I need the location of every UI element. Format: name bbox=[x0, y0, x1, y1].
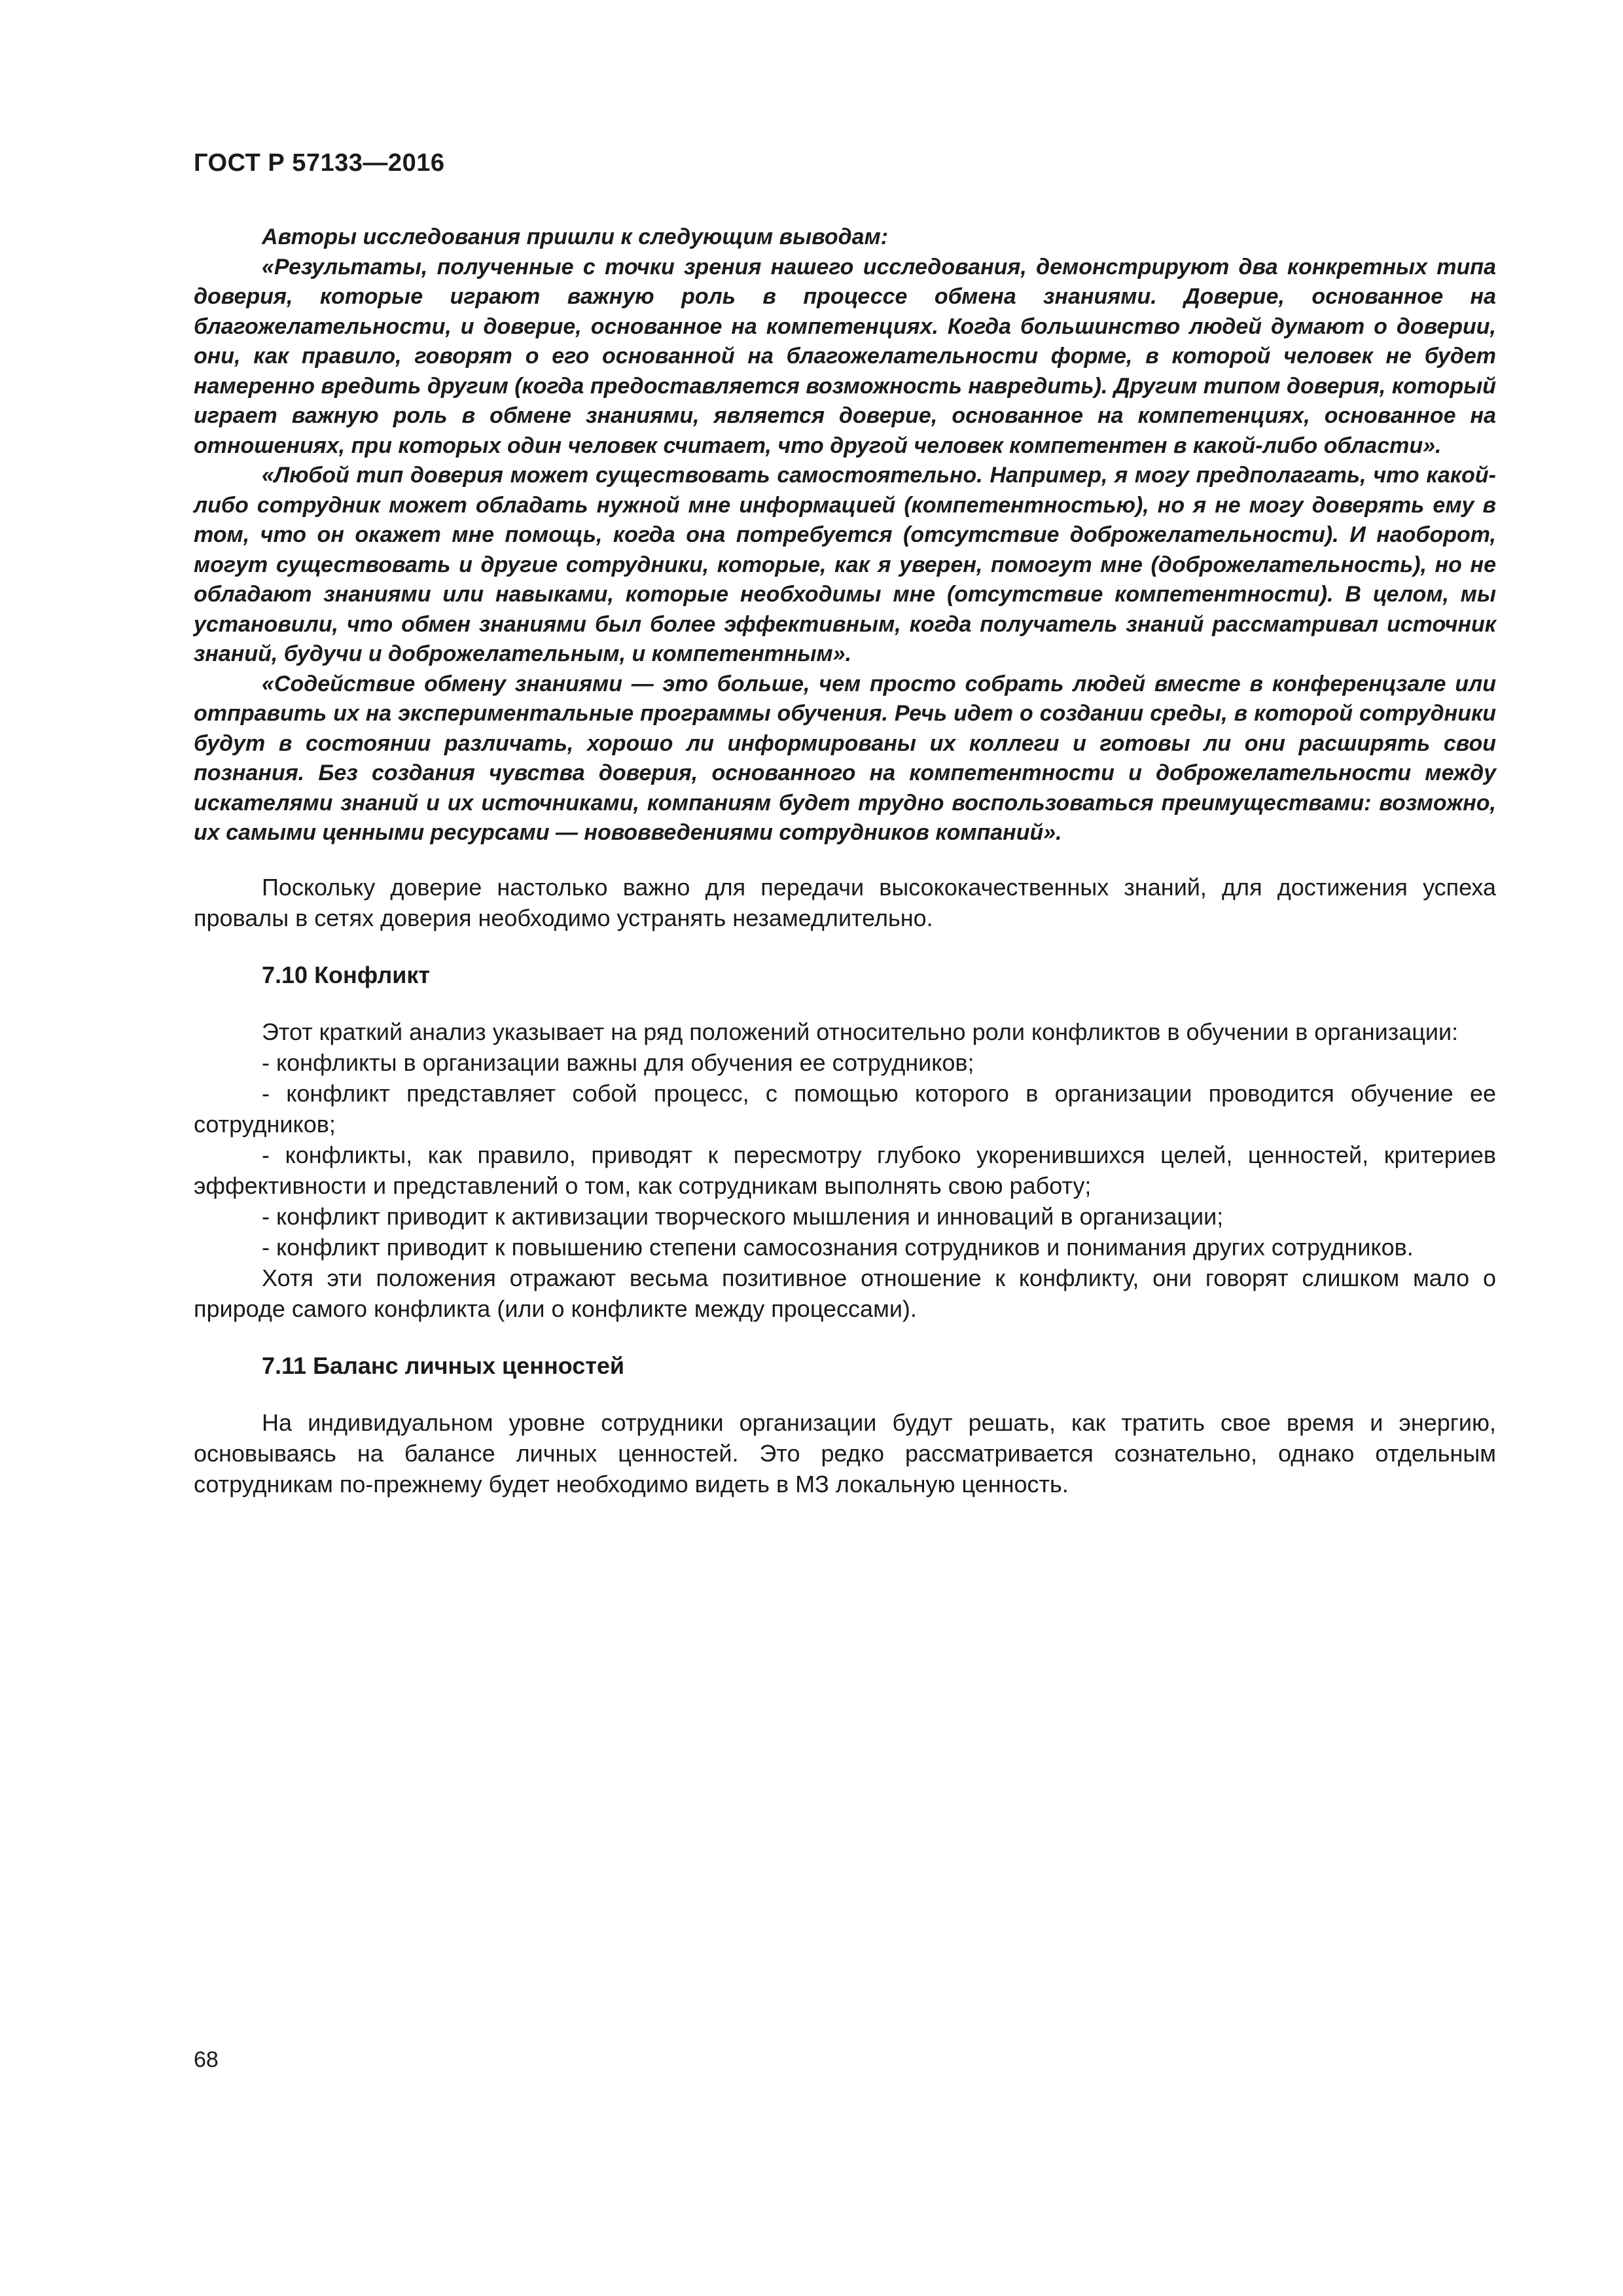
body-paragraph: Поскольку доверие настолько важно для передачи высококачественных знаний, для достижения успеха провалы в сетях доверия необходимо устранять незамедлительно. bbox=[194, 873, 1496, 931]
section-7-10-body bbox=[194, 1016, 1496, 1324]
quote-paragraph: «Содействие обмену знаниями — это больше, чем просто собрать людей вместе в конференцзале или отправить их на экспериментальные программы обучения. Речь идет о создании среды, в которой сотрудники будут в состоянии различать, хорошо ли информированы их коллеги и готовы ли они расширять свои познания. Без создания чувства доверия, основанного на компетентности и доброжелательности между искателями знаний и их источниками, компаниям будет трудно воспользоваться преимуществами: возможно, их самыми ценными ресурсами — нововведениями сотрудников компаний». bbox=[194, 671, 1496, 845]
quote-paragraph: «Любой тип доверия может существовать самостоятельно. Например, я могу предполагать, что какой-либо сотрудник может обладать нужной мне информацией (компетентностью), но я не могу доверять ему в том, что он окажет мне помощь, когда она потребуется (отсутствие доброжелательности). И наоборот, могут существовать и другие сотрудники, которые, как я уверен, помогут мне (доброжелательность), но не обладают знаниями или навыками, которые необходимы мне (отсутствие компетентности). В целом, мы установили, что обмен знаниями был более эффективным, когда получатель знаний рассматривал источник знаний, будучи и доброжелательным, и компетентным». bbox=[194, 463, 1496, 666]
document-code-header: ГОСТ Р 57133—2016 bbox=[194, 149, 445, 177]
section-7-11-body bbox=[194, 1407, 1496, 1499]
page-number: 68 bbox=[194, 2047, 219, 2072]
spacer bbox=[194, 1324, 1496, 1350]
spacer bbox=[194, 933, 1496, 960]
section-heading-7-10: 7.10 Конфликт bbox=[262, 961, 431, 988]
body-paragraph: Хотя эти положения отражают весьма позитивное отношение к конфликту, они говорят слишком мало о природе самого конфликта (или о конфликте между процессами). bbox=[194, 1264, 1496, 1322]
list-item: - конфликты в организации важны для обучения ее сотрудников; bbox=[262, 1049, 974, 1076]
quote-intro: Авторы исследования пришли к следующим выводам: bbox=[262, 224, 889, 249]
quote-block bbox=[194, 223, 1496, 848]
list-item: - конфликт представляет собой процесс, с помощью которого в организации проводится обучение ее сотрудников; bbox=[194, 1079, 1496, 1138]
spacer bbox=[194, 1381, 1496, 1407]
intro-text bbox=[194, 872, 1496, 933]
spacer bbox=[194, 848, 1496, 872]
body-paragraph: Этот краткий анализ указывает на ряд положений относительно роли конфликтов в обучении в организации: bbox=[262, 1018, 1459, 1045]
list-item: - конфликт приводит к активизации творческого мышления и инноваций в организации; bbox=[262, 1202, 1224, 1230]
page-content bbox=[194, 223, 1496, 1499]
quote-paragraph: «Результаты, полученные с точки зрения нашего исследования, демонстрируют два конкретных типа доверия, которые играют важную роль в процессе обмена знаниями. Доверие, основанное на благожелательности, и доверие, основанное на компетенциях. Когда большинство людей думают о доверии, они, как правило, говорят о его основанной на благожелательности форме, в которой человек не будет намеренно вредить другим (когда предоставляется возможность навредить). Другим типом доверия, который играет важную роль в обмене знаниями, является доверие, основанное на компетенциях, основанное на отношениях, при которых один человек считает, что другой человек компетентен в какой-либо области». bbox=[194, 254, 1496, 458]
section-heading-7-11: 7.11 Баланс личных ценностей bbox=[262, 1352, 625, 1379]
list-item: - конфликт приводит к повышению степени самосознания сотрудников и понимания других сотрудников. bbox=[262, 1233, 1414, 1261]
spacer bbox=[194, 990, 1496, 1016]
list-item: - конфликты, как правило, приводят к пересмотру глубоко укоренившихся целей, ценностей, критериев эффективности и представлений о том, как сотрудникам выполнять свою работу; bbox=[194, 1141, 1496, 1199]
body-paragraph: На индивидуальном уровне сотрудники организации будут решать, как тратить свое время и энергию, основываясь на балансе личных ценностей. Это редко рассматривается сознательно, однако отдельным сотрудникам по-прежнему будет необходимо видеть в МЗ локальную ценность. bbox=[194, 1408, 1496, 1498]
